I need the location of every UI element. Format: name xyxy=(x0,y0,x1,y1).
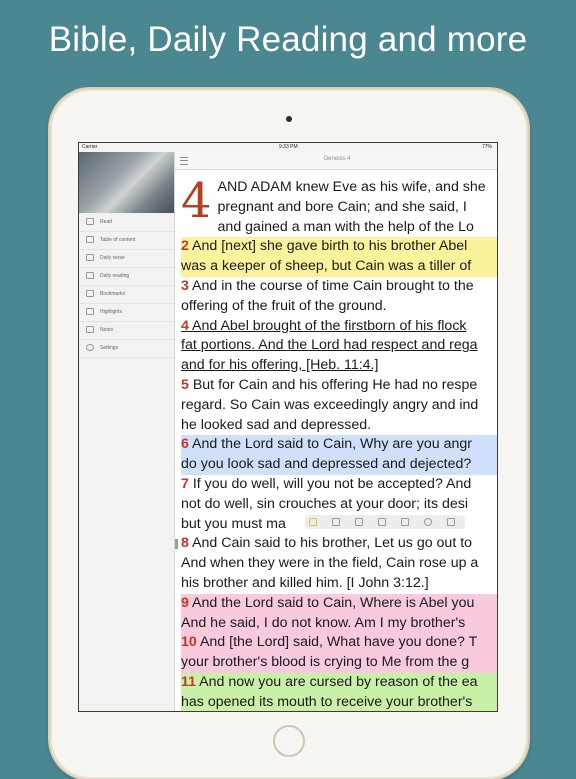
sidebar-item-label: Bookmarks xyxy=(100,291,126,297)
bookmark-icon xyxy=(86,290,94,297)
sidebar-item-label: Daily reading xyxy=(100,273,130,279)
verse-line[interactable]: was a keeper of sheep, but Cain was a tiller of xyxy=(181,257,498,277)
verse-number: 5 xyxy=(181,376,189,393)
headline: Bible, Daily Reading and more xyxy=(48,20,528,59)
verse-number: 4 xyxy=(181,317,189,334)
verse-line[interactable]: he looked sad and depressed. xyxy=(181,416,372,433)
verse-line[interactable]: 5 But for Cain and his offering He had no respe xyxy=(181,376,478,393)
sidebar-item-label: Settings xyxy=(100,345,119,351)
highlighter-icon xyxy=(86,308,94,315)
delete-icon[interactable] xyxy=(332,518,340,526)
sidebar-item-label: Notes xyxy=(100,327,114,333)
verse-line[interactable]: has opened its mouth to receive your brother's xyxy=(181,693,498,712)
camera xyxy=(286,116,292,122)
sidebar-item-label: Read xyxy=(100,219,112,225)
verse-line[interactable]: and for his offering, [Heb. 11:4.] xyxy=(181,357,379,374)
verse-line[interactable]: 9 And the Lord said to Cain, Where is Abel you xyxy=(181,594,498,614)
status-bar xyxy=(79,143,497,152)
sidebar-item-highlights[interactable] xyxy=(79,303,174,322)
verse-line[interactable]: 2 And [next] she gave birth to his brother Abel xyxy=(181,237,498,257)
sidebar xyxy=(79,152,175,712)
verse-line[interactable]: his brother and killed him. [I John 3:12.] xyxy=(181,574,429,591)
copy-icon[interactable] xyxy=(447,518,455,526)
note-icon xyxy=(86,326,94,333)
sidebar-item-daily-verse[interactable] xyxy=(79,249,174,268)
list-icon xyxy=(86,236,94,243)
verse-line[interactable]: your brother's blood is crying to Me from the g xyxy=(181,653,498,673)
book-icon xyxy=(86,218,94,225)
verse-line[interactable]: and gained a man with the help of the Lo xyxy=(217,218,474,235)
sidebar-item-read[interactable] xyxy=(79,213,174,232)
app-screen xyxy=(78,142,498,712)
sidebar-item-label: Table of content xyxy=(100,237,136,243)
sidebar-item-daily-reading[interactable] xyxy=(79,267,174,286)
verse-line[interactable]: And he said, I do not know. Am I my brother's xyxy=(181,614,498,634)
verse-line[interactable]: regard. So Cain was exceedingly angry and ind xyxy=(181,396,479,413)
verse-line[interactable]: 3 And in the course of time Cain brought to the xyxy=(181,277,474,294)
verse-line[interactable]: 6 And the Lord said to Cain, Why are you angr xyxy=(181,435,498,455)
verse-line[interactable]: 11 And now you are cursed by reason of the ea xyxy=(181,673,498,693)
verse-number: 10 xyxy=(181,634,197,651)
verse-line[interactable]: AND ADAM knew Eve as his wife, and she xyxy=(217,179,486,195)
calendar-icon xyxy=(86,254,94,261)
ipad-frame xyxy=(50,89,528,779)
verse-number: 9 xyxy=(181,594,189,611)
verse-number: 6 xyxy=(181,436,189,453)
nav-bar xyxy=(175,152,498,170)
chapter-number: 4 xyxy=(181,178,212,229)
sidebar-item-label: Highlights xyxy=(100,309,122,315)
verse-number: 8 xyxy=(181,535,189,552)
reading-icon xyxy=(86,272,94,279)
verse-number: 7 xyxy=(181,475,189,492)
verse-line[interactable]: 7 If you do well, will you not be accepted? And xyxy=(181,475,472,492)
sidebar-item-bookmarks[interactable] xyxy=(79,285,174,304)
chapter-text[interactable] xyxy=(181,178,498,712)
verse-line[interactable]: pregnant and bore Cain; and she said, I xyxy=(217,198,467,215)
sidebar-item-table-of-content[interactable] xyxy=(79,231,174,250)
verse-line[interactable]: not do well, sin crouches at your door; its desi xyxy=(181,495,469,512)
highlight-icon[interactable] xyxy=(309,518,317,526)
verse-line[interactable]: fat portions. And the Lord had respect and rega xyxy=(181,337,478,354)
chapter-title: Genesis 4 xyxy=(323,156,351,162)
share-icon[interactable] xyxy=(401,518,409,526)
verse-line[interactable]: 10 And [the Lord] said, What have you done? T xyxy=(181,633,498,653)
sidebar-item-settings[interactable] xyxy=(79,339,174,358)
battery-label: 77% xyxy=(481,144,492,150)
selection-toolbar xyxy=(305,515,465,529)
verse-line[interactable]: 8 And Cain said to his brother, Let us go out to xyxy=(181,535,473,552)
verse-line[interactable]: offering of the fruit of the ground. xyxy=(181,297,387,314)
sidebar-header-image xyxy=(79,152,174,213)
verse-line[interactable]: 4 And Abel brought of the firstborn of his flock xyxy=(181,317,467,334)
verse-line[interactable]: do you look sad and depressed and dejected? xyxy=(181,455,498,475)
selection-handle[interactable] xyxy=(175,539,178,549)
verse-line[interactable]: And when they were in the field, Cain rose up a xyxy=(181,555,479,572)
home-button[interactable] xyxy=(273,725,305,757)
verse-line[interactable]: but you must ma xyxy=(181,515,286,532)
reading-pane xyxy=(175,152,498,712)
note-icon[interactable] xyxy=(355,518,363,526)
gear-icon xyxy=(86,344,94,351)
bookmark-icon[interactable] xyxy=(378,518,386,526)
sidebar-item-label: Daily verse xyxy=(100,255,125,261)
carrier-label: Carrier xyxy=(82,144,98,150)
info-icon[interactable] xyxy=(424,518,432,526)
verse-number: 11 xyxy=(181,673,196,690)
status-time: 9:33 PM xyxy=(279,144,298,150)
verse-number: 2 xyxy=(181,238,189,255)
sidebar-item-notes[interactable] xyxy=(79,321,174,340)
verse-number: 3 xyxy=(181,277,189,294)
